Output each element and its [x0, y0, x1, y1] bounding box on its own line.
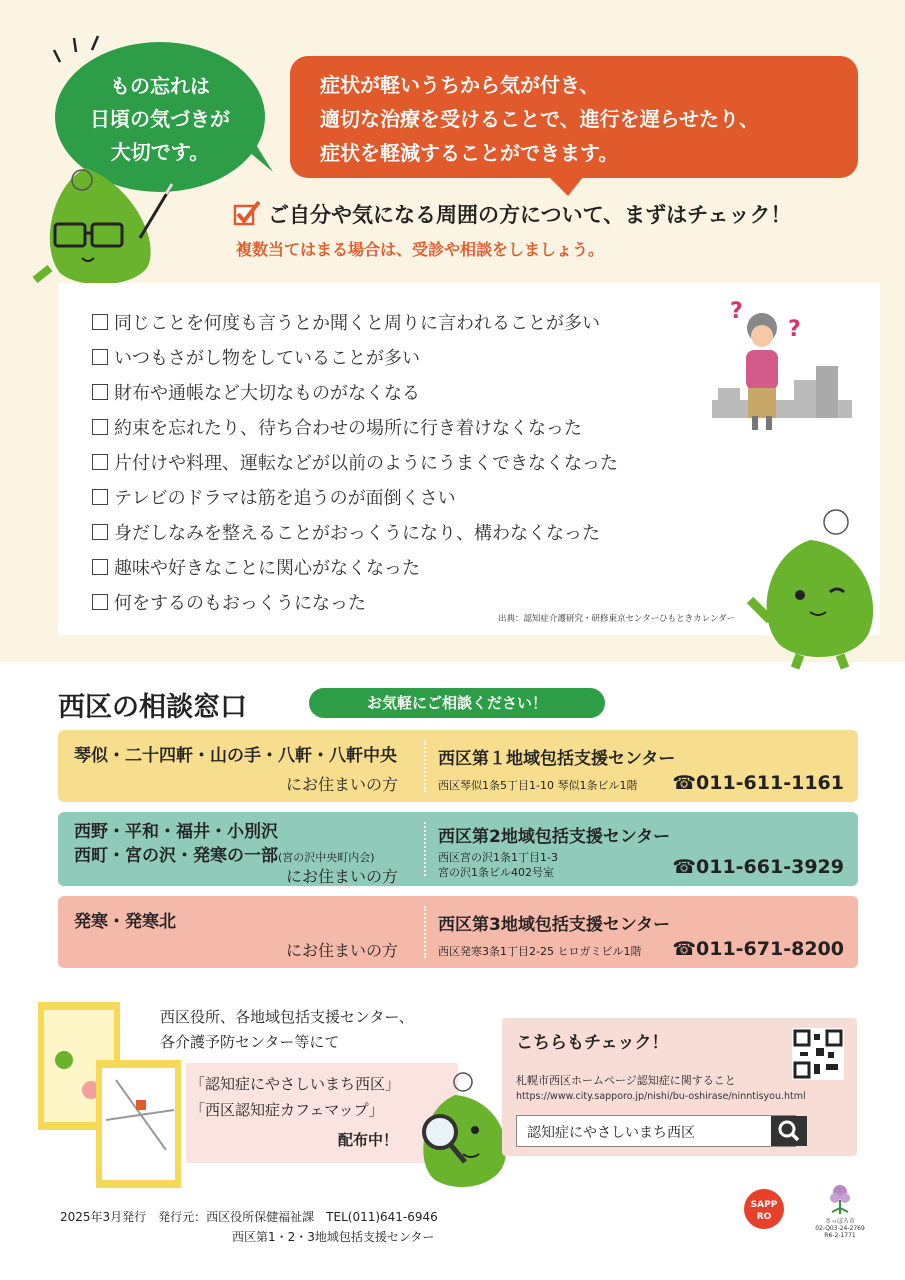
city-year: R6-2-1771: [824, 1232, 856, 1239]
row-areas: [74, 744, 397, 768]
checkmark-icon: [232, 200, 262, 228]
checklist-item[interactable]: [92, 449, 618, 475]
checklist-item[interactable]: [92, 309, 600, 335]
checkbox[interactable]: [92, 419, 108, 435]
row-areas: [74, 820, 375, 870]
consult-row-1: [58, 730, 858, 802]
checklist-item-text: 何をするのもおっくうになった: [114, 593, 366, 614]
city-code: 02-Q03-24-2769: [815, 1225, 865, 1232]
checklist-item[interactable]: [92, 379, 420, 405]
qr-code-icon[interactable]: [792, 1028, 844, 1080]
bubble-red-line: 症状を軽減することができます。: [320, 141, 619, 165]
checklist-item-text: 身だしなみを整えることがおっくうになり、構わなくなった: [114, 523, 600, 544]
checklist-item-text: 趣味や好きなことに関心がなくなった: [114, 558, 420, 579]
row-divider: [424, 822, 426, 876]
row-area-line: 琴似・二十四軒・山の手・八軒・八軒中央: [74, 746, 397, 766]
svg-text:?: ?: [730, 299, 743, 324]
search-button[interactable]: [771, 1116, 807, 1146]
checklist-item[interactable]: [92, 589, 366, 615]
bubble-green-line: 日頃の気づきが: [90, 107, 230, 131]
checklist-item-text: 同じことを何度も言うとか聞くと周りに言われることが多い: [114, 313, 600, 334]
consult-title: 西区の相談窓口: [58, 692, 247, 723]
distribution-line: 各介護予防センター等にて: [160, 1033, 340, 1051]
checklist-item[interactable]: [92, 554, 420, 580]
consult-row-2: [58, 812, 858, 886]
checkbox[interactable]: [92, 559, 108, 575]
row-tel-number: 011-611-1161: [696, 772, 844, 794]
row-tel[interactable]: [672, 938, 844, 960]
footer-publisher: 2025年3月発行 発行元：西区役所保健福祉課 TEL(011)641-6946: [60, 1210, 438, 1224]
svg-text:?: ?: [788, 317, 801, 342]
phone-icon: ☎: [672, 938, 697, 960]
sapporo-logo-text: RO: [756, 1212, 772, 1222]
row-center-name: 西区第１地域包括支援センター: [438, 749, 676, 769]
checklist-item[interactable]: [92, 484, 456, 510]
search-input-value: 認知症にやさしいまち西区: [527, 1125, 695, 1141]
city-name: さっぽろ市: [824, 1218, 855, 1225]
row-area-line: 西町・宮の沢・発寒の一部: [74, 846, 278, 866]
row-area-note: (宮の沢中央町内会): [278, 851, 375, 864]
bubble-green-line: 大切です。: [110, 140, 210, 164]
checkbox[interactable]: [92, 314, 108, 330]
mascot-winking: [740, 500, 890, 670]
checklist-item-text: いつもさがし物をしていることが多い: [114, 348, 420, 369]
distribution-line: 西区役所、各地域包括支援センター、: [160, 1008, 414, 1026]
row-tel-number: 011-661-3929: [696, 856, 844, 878]
checklist-item-text: 約束を忘れたり、待ち合わせの場所に行き着けなくなった: [114, 418, 582, 439]
bubble-red-line: 適切な治療を受けることで、進行を遅らせたり、: [320, 107, 759, 131]
sapporo-logo-text: SAPP: [750, 1200, 778, 1210]
checklist-item[interactable]: [92, 414, 582, 440]
checkbox[interactable]: [92, 524, 108, 540]
city-mark: [812, 1218, 868, 1239]
row-center-name: 西区第2地域包括支援センター: [438, 827, 671, 847]
row-area-line: 西野・平和・福井・小別沢: [74, 822, 278, 842]
distribution-locations: [160, 1005, 414, 1055]
checklist-item-text: テレビのドラマは筋を追うのが面倒くさい: [114, 488, 456, 509]
row-divider: [424, 740, 426, 792]
search-icon: [771, 1116, 807, 1146]
web-check-heading: こちらもチェック！: [516, 1033, 669, 1053]
search-box[interactable]: [516, 1115, 796, 1147]
checklist-item-text: 片付けや料理、運転などが以前のようにうまくできなくなった: [114, 453, 618, 474]
distribution-item: 「認知症にやさしいまち西区」: [190, 1075, 401, 1093]
row-tel[interactable]: [672, 772, 844, 794]
sapporo-logo: [744, 1189, 784, 1229]
row-area-line: 発寒・発寒北: [74, 912, 176, 932]
row-suffix: にお住まいの方: [286, 867, 399, 886]
check-title: ご自分や気になる周囲の方について、まずはチェック！: [268, 203, 792, 227]
bubble-red-line: 症状が軽いうちから気が付き、: [320, 73, 600, 97]
footer-centers: 西区第1・2・3地域包括支援センター: [232, 1230, 435, 1244]
speech-bubble-red: [290, 56, 858, 178]
distribution-item: 「西区認知症カフェマップ」: [190, 1101, 384, 1119]
mascot-with-glasses: [30, 158, 180, 293]
checkbox[interactable]: [92, 349, 108, 365]
row-address-line: 宮の沢1条ビル402号室: [438, 866, 554, 879]
checklist-item[interactable]: [92, 519, 600, 545]
checkbox[interactable]: [92, 489, 108, 505]
row-center-name: 西区第3地域包括支援センター: [438, 915, 671, 935]
row-tel[interactable]: [672, 856, 844, 878]
bubble-green-tail: [235, 140, 275, 180]
row-address: 西区琴似1条5丁目1-10 琴似1条ビル1階: [438, 779, 638, 792]
checklist-item-text: 財布や通帳など大切なものがなくなる: [114, 383, 420, 404]
confused-elderly-woman-illustration: [712, 288, 852, 436]
checkbox[interactable]: [92, 454, 108, 470]
row-tel-number: 011-671-8200: [696, 938, 844, 960]
checklist-item[interactable]: [92, 344, 420, 370]
consult-pill: お気軽にご相談ください！: [309, 688, 605, 718]
bubble-green-line: もの忘れは: [110, 74, 210, 98]
row-divider: [424, 906, 426, 958]
row-address-line: 西区宮の沢1条1丁目1-3: [438, 851, 558, 864]
web-url[interactable]: https://www.city.sapporo.jp/nishi/bu-oshirase/ninntisyou.html: [516, 1091, 806, 1102]
row-areas: [74, 910, 176, 934]
row-suffix: にお住まいの方: [286, 941, 399, 960]
row-address: 西区発寒3条1丁目2-25 ヒロガミビル1階: [438, 945, 642, 958]
distribution-status: 配布中！: [337, 1131, 398, 1149]
phone-icon: ☎: [672, 772, 697, 794]
check-subtitle: 複数当てはまる場合は、受診や相談をしましょう。: [236, 240, 605, 259]
row-suffix: にお住まいの方: [286, 775, 399, 794]
checkbox[interactable]: [92, 594, 108, 610]
phone-icon: ☎: [672, 856, 697, 878]
lilac-flower-icon: [824, 1182, 856, 1216]
checkbox[interactable]: [92, 384, 108, 400]
web-description: 札幌市西区ホームページ認知症に関すること: [516, 1074, 736, 1087]
consult-row-3: [58, 896, 858, 968]
bubble-red-tail: [548, 176, 588, 198]
row-address: [438, 850, 558, 880]
source-note: 出典：認知症介護研究・研修東京センターひもときカレンダー: [498, 614, 736, 624]
mascot-with-magnifier: [405, 1070, 515, 1190]
